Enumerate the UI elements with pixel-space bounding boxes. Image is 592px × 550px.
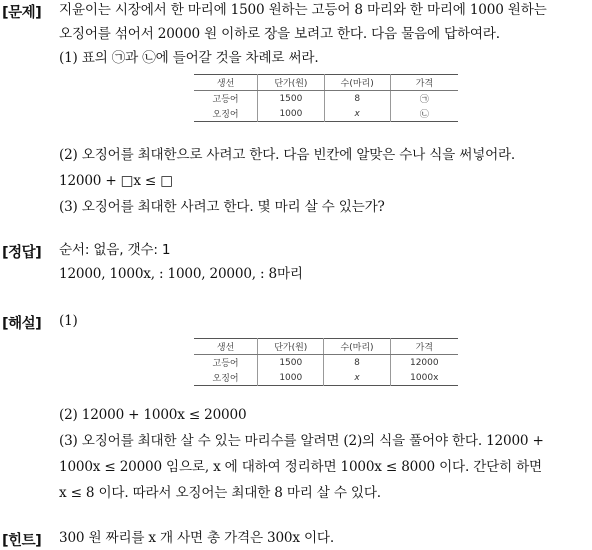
solution-part3-line3: x ≤ 8 이다. 따라서 오징어는 최대한 8 마리 살 수 있다. [59, 485, 381, 501]
question-3: (3) 오징어를 최대한 사려고 한다. 몇 마리 살 수 있는가? [59, 199, 385, 215]
table-cell: 8 [324, 355, 390, 371]
solution-part3-line2: 1000x ≤ 20000 임으로, x 에 대하여 정리하면 1000x ≤ 8000 이다. 간단히 하면 [59, 459, 542, 475]
solution-part1-label: (1) [59, 313, 78, 329]
answer-line2: 12000, 1000x, : 1000, 20000, : 8마리 [59, 266, 303, 282]
solution-part3-line1: (3) 오징어를 최대한 살 수 있는 마리수를 알려면 (2)의 식을 풀어야 한다. 12000 + [59, 433, 544, 449]
table-header: 생선 [194, 339, 258, 355]
solution-table [194, 338, 458, 386]
table-header: 단가(원) [258, 339, 324, 355]
table-cell: ㉡ [390, 106, 458, 122]
table-header: 가격 [390, 339, 458, 355]
table-cell: 고등어 [212, 359, 239, 369]
solution-tag: [해설] [2, 316, 42, 332]
table-cell: 1500 [258, 91, 324, 107]
table-cell: ㉠ [390, 91, 458, 107]
table-header: 가격 [390, 75, 458, 91]
table-cell: x [324, 370, 390, 386]
table-cell: 1000 [258, 370, 324, 386]
problem-text-line2: 오징어를 섞어서 20000 원 이하로 장을 보려고 한다. 다음 물음에 답하여라. [59, 26, 500, 42]
table-cell: 8 [324, 91, 390, 107]
table-cell: 오징어 [212, 110, 239, 120]
hint-tag: [힌트] [2, 533, 42, 549]
answer-line1: 순서: 없음, 갯수: 1 [59, 242, 171, 258]
table-header: 단가(원) [258, 75, 324, 91]
table-cell: 고등어 [212, 95, 239, 105]
table-header: 수(마리) [324, 339, 390, 355]
table-cell: x [324, 106, 390, 122]
question-1: (1) 표의 ㉠과 ㉡에 들어갈 것을 차례로 써라. [59, 50, 319, 66]
problem-text-line1: 지윤이는 시장에서 한 마리에 1500 원하는 고등어 8 마리와 한 마리에 1000 원하는 [59, 2, 547, 18]
table-cell: 1000x [390, 370, 458, 386]
answer-tag: [정답] [2, 245, 42, 261]
question-2: (2) 오징어를 최대한으로 사려고 한다. 다음 빈칸에 알맞은 수나 식을 써넣어라. [59, 147, 516, 163]
table-cell: 12000 [390, 355, 458, 371]
solution-part2: (2) 12000 + 1000x ≤ 20000 [59, 407, 247, 423]
problem-tag: [문제] [2, 5, 42, 21]
table-cell: 오징어 [212, 374, 239, 384]
table-cell: 1000 [258, 106, 324, 122]
table-cell: 1500 [258, 355, 324, 371]
question-2-expression: 12000 + □x ≤ □ [59, 173, 173, 189]
problem-table [194, 74, 458, 122]
hint-text: 300 원 짜리를 x 개 사면 총 가격은 300x 이다. [59, 530, 334, 546]
table-header: 생선 [194, 75, 258, 91]
table-header: 수(마리) [324, 75, 390, 91]
